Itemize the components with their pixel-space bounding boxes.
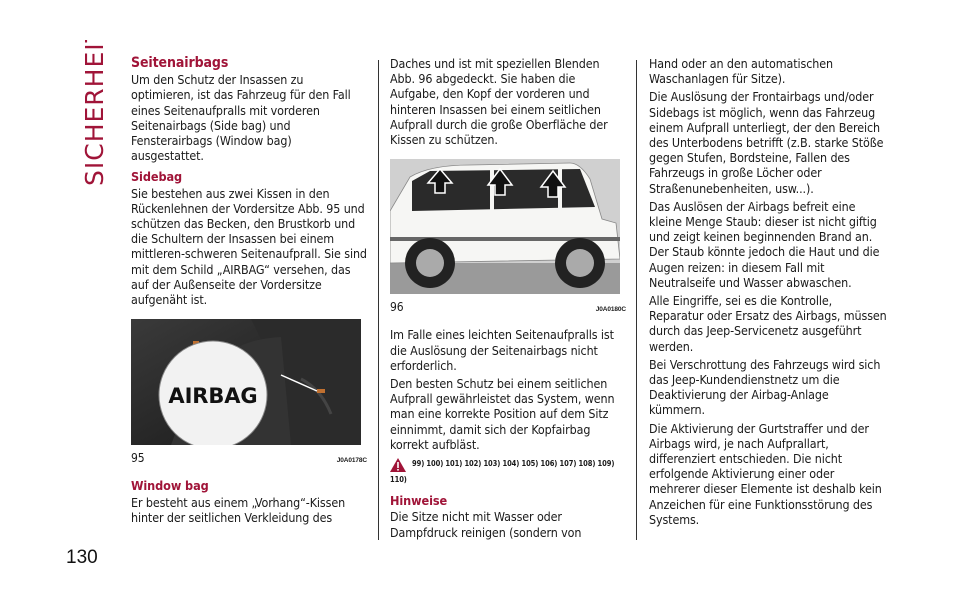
paragraph-3: Das Auslösen der Airbags befreit eine kleine Menge Staub: dieser ist nicht giftig und zeigt keinen beginnenden Brand an. Der Staub könnte jedoch die Haut und die Augen reizen: in diesem Fall mit Neutralseife und Wasser abwaschen. xyxy=(649,198,880,290)
warning-triangle-icon xyxy=(390,458,406,472)
paragraph-hinweise: Die Sitze nicht mit Wasser oder Dampfdruck reinigen (sondern von xyxy=(390,509,582,540)
figure-95-caption xyxy=(131,451,367,468)
figure-number: 95 xyxy=(131,451,145,466)
paragraph-best-protection: Den besten Schutz bei einem seitlichen Aufprall gewährleistet das System, wenn man eine korrekte Position auf dem Sitz einnimmt, damit sich der Kopfairbag korrekt aufbläst. xyxy=(390,376,615,452)
column-3 xyxy=(649,56,887,530)
paragraph-roof: Daches und ist mit speziellen Blenden Abb. 96 abgedeckt. Sie haben die Aufgabe, den Kopf der vorderen und hinteren Insassen bei einem seitlichen Aufprall durch die große Oberfläche der Kissen zu schützen. xyxy=(390,56,608,148)
heading-hinweise: Hinweise xyxy=(390,493,448,509)
column-2 xyxy=(390,56,626,543)
warning-reference-list-2: 110) xyxy=(390,475,407,485)
figure-96-car-side xyxy=(390,159,620,294)
section-title-text: SICHERHEIT xyxy=(80,40,109,186)
column-divider xyxy=(378,60,379,540)
paragraph-4: Alle Eingriffe, sei es die Kontrolle, Reparatur oder Ersatz des Airbags, müssen durch das Jeep-Servicenetz ausgeführt werden. xyxy=(649,293,887,354)
figure-95-seat-airbag xyxy=(131,319,361,445)
paragraph-1: Hand oder an den automatischen Waschanlagen für Sitze). xyxy=(649,56,833,87)
paragraph-2: Die Auslösung der Frontairbags und/oder Sidebags ist möglich, wenn das Fahrzeug einem Aufprall unterliegt, der den Bereich des Unterbodens betrifft (z.B. starke Stöße gegen Stufen, Bordsteine, Fallen des Fahrzeugs in große Löcher oder Straßenunebenheiten, usw...). xyxy=(649,89,884,196)
paragraph-5: Bei Verschrottung des Fahrzeugs wird sich das Jeep-Kundendienstnetz um die Deaktivierung der Airbag-Anlage kümmern. xyxy=(649,356,881,418)
figure-code: J0A0180C xyxy=(595,306,626,314)
paragraph-6: Die Aktivierung der Gurtstraffer und der Airbags wird, je nach Aufprallart, differenziert entschieden. Die nicht erfolgende Aktivierung einer oder mehrerer dieser Elemente ist deshalb kein Anzeichen für eine Funktionsstörung des Systems. xyxy=(649,420,882,527)
heading-sidebag: Sidebag xyxy=(131,169,183,185)
figure-96-caption xyxy=(390,300,626,317)
column-1 xyxy=(131,56,367,528)
sidebag-paragraph: Sie bestehen aus zwei Kissen in den Rückenlehnen der Vordersitze Abb. 95 und schützen das Becken, den Brustkorb und die Schultern der Insassen bei einem mittleren-schweren Seitenaufprall. Sie sind mit dem Schild „AIRBAG“ versehen, das auf der Außenseite der Vordersitze aufgenäht ist. xyxy=(131,185,367,308)
column-divider xyxy=(636,60,637,540)
heading-seitenairbags: Seitenairbags xyxy=(131,55,229,71)
car-photo xyxy=(390,159,620,294)
figure-number: 96 xyxy=(390,300,404,315)
airbag-label: AIRBAG xyxy=(168,384,258,409)
warning-reference-list: 99) 100) 101) 102) 103) 104) 105) 106) 107) 108) 109) xyxy=(412,459,615,469)
heading-window-bag: Window bag xyxy=(131,478,209,494)
page-number: 130 xyxy=(66,547,98,568)
section-title xyxy=(68,40,118,190)
warning-references xyxy=(390,458,626,472)
paragraph-light-impact: Im Falle eines leichten Seitenaufpralls ist die Auslösung der Seitenairbags nicht erforderlich. xyxy=(390,327,614,373)
seat-photo xyxy=(131,319,361,445)
figure-code: J0A0178C xyxy=(336,457,367,465)
intro-paragraph: Um den Schutz der Insassen zu optimieren, ist das Fahrzeug für den Fall eines Seitenaufpralls mit vorderen Seitenairbags (Side bag) und Fensterairbags (Window bag) ausgestattet. xyxy=(131,72,351,164)
windowbag-paragraph: Er besteht aus einem „Vorhang“-Kissen hinter der seitlichen Verkleidung des xyxy=(131,494,346,525)
